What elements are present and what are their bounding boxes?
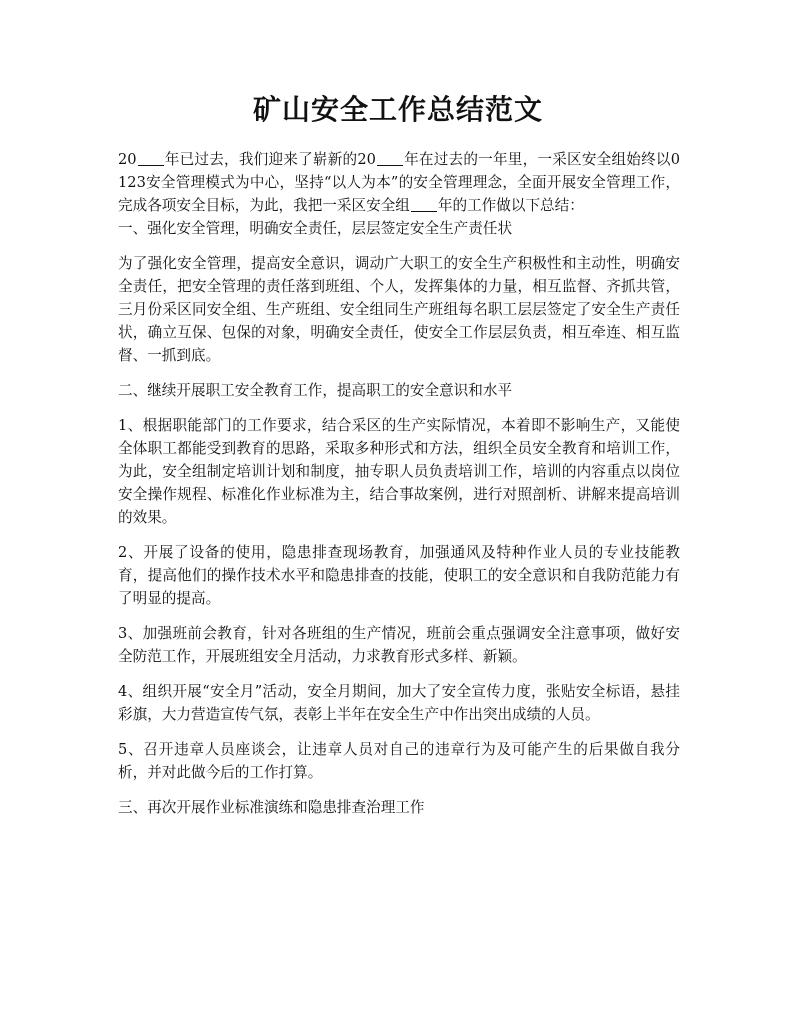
document-body [118, 148, 680, 819]
paragraph-item-4: 4、组织开展“安全月”活动，安全月期间，加大了安全宣传力度，张贴安全标语，悬挂彩旗，大力营造宣传气氛，表彰上半年在安全生产中作出突出成绩的人员。 [118, 683, 680, 723]
intro-year-2: 20 [357, 151, 376, 168]
paragraph-item-2: 2、开展了设备的使用，隐患排查现场教育，加强通风及特种作业人员的专业技能教育，提高他们的操作技术水平和隐患排查的技能，使职工的安全意识和自我防范能力有了明显的提高。 [118, 544, 680, 607]
paragraph-1: 为了强化安全管理，提高安全意识，调动广大职工的安全生产积极性和主动性，明确安全责任，把安全管理的责任落到班组、个人，发挥集体的力量，相互监督、齐抓共管，三月份采区同安全组、生产班组、安全组同生产班组每名职工层层签定了安全生产责任状，确立互保、包保的对象，明确安全责任，使安全工作层层负责，相互牵连、相互监督、一抓到底。 [118, 255, 680, 364]
section-heading-2: 二、继续开展职工安全教育工作，提高职工的安全意识和水平 [118, 382, 513, 399]
paragraph-item-3: 3、加强班前会教育，针对各班组的生产情况，班前会重点强调安全注意事项，做好安全防范工作，开展班组安全月活动，力求教育形式多样、新颖。 [118, 625, 680, 665]
section-heading-3: 三、再次开展作业标准演练和隐患排查治理工作 [118, 799, 425, 816]
blank-underline [411, 197, 437, 212]
intro-text-3: 年的工作做以下总结： [437, 197, 584, 214]
document-title: 矿山安全工作总结范文 [252, 93, 543, 126]
blank-underline [377, 151, 403, 166]
intro-text-1: 年已过去，我们迎来了崭新的 [164, 151, 358, 168]
paragraph-item-1: 1、根据职能部门的工作要求，结合采区的生产实际情况，本着即不影响生产，又能使全体职工都能受到教育的思路，采取多种形式和方法，组织全员安全教育和培训工作，为此，安全组制定培训计划和制度，抽专职人员负责培训工作，培训的内容重点以岗位安全操作规程、标准化作业标准为主，结合事故案例，进行对照剖析、讲解来提高培训的效果。 [118, 417, 680, 526]
intro-text-2: 年在过去的一年里，一采区安全组始终以0123安全管理模式为中心，坚持“以人为本”的安全管理理念，全面开展安全管理工作，完成各项安全目标，为此，我把一采区安全组 [118, 151, 680, 214]
blank-underline [138, 151, 164, 166]
paragraph-item-5: 5、召开违章人员座谈会，让违章人员对自己的违章行为及可能产生的后果做自我分析，并对此做今后的工作打算。 [118, 741, 680, 781]
intro-year-1: 20 [118, 151, 137, 168]
section-heading-1: 一、强化安全管理，明确安全责任，层层签定安全生产责任状 [118, 220, 513, 237]
intro-paragraph [118, 148, 680, 240]
